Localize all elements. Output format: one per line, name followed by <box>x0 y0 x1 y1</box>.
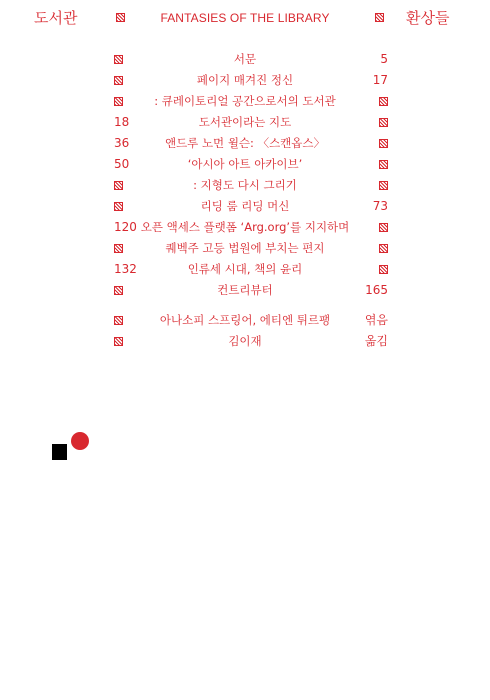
table-of-contents <box>0 49 490 352</box>
hatched-square-icon <box>114 280 123 301</box>
hatched-square-icon <box>379 160 388 169</box>
hatched-square-icon <box>114 196 123 217</box>
credit-name: 아나소피 스프링어, 에티엔 튀르팽 <box>159 313 331 327</box>
toc-row <box>0 280 490 301</box>
toc-entry-title: 퀘벡주 고등 법원에 부치는 편지 <box>165 241 325 255</box>
hatched-square-icon <box>114 244 123 253</box>
toc-row <box>0 133 490 154</box>
toc-entry-title: 도서관이라는 지도 <box>198 115 292 129</box>
page-number-right: 73 <box>372 199 388 213</box>
toc-row <box>0 112 490 133</box>
header-title-center: FANTASIES OF THE LIBRARY <box>160 11 330 25</box>
hatched-square-icon <box>379 91 388 112</box>
hatched-square-icon <box>114 331 123 352</box>
hatched-square-icon <box>379 217 388 238</box>
credit-row <box>0 310 490 331</box>
hatched-square-icon <box>375 13 384 22</box>
toc-row <box>0 175 490 196</box>
hatched-square-icon <box>379 181 388 190</box>
hatched-square-icon <box>114 55 123 64</box>
toc-row <box>0 259 490 280</box>
page-number-right: 17 <box>372 73 388 87</box>
page-number-left: 18 <box>114 115 130 129</box>
page-number-left: 120 <box>114 220 137 234</box>
hatched-square-icon <box>114 91 123 112</box>
hatched-square-icon <box>114 310 123 331</box>
hatched-square-icon <box>379 154 388 175</box>
toc-row <box>0 238 490 259</box>
toc-entry-title: ‘아시아 아트 아카이브’ <box>187 157 303 171</box>
hatched-square-icon <box>114 181 123 190</box>
hatched-square-icon <box>114 76 123 85</box>
toc-row <box>0 70 490 91</box>
toc-entry-title: : 큐레이토리얼 공간으로서의 도서관 <box>154 94 336 108</box>
hatched-square-icon <box>379 238 388 259</box>
hatched-square-icon <box>379 265 388 274</box>
hatched-square-icon <box>114 202 123 211</box>
publisher-logo-icon <box>52 432 92 462</box>
hatched-square-icon <box>114 337 123 346</box>
hatched-square-icon <box>114 49 123 70</box>
hatched-square-icon <box>379 175 388 196</box>
toc-entry-title: : 지형도 다시 그리기 <box>193 178 297 192</box>
page-number-right: 165 <box>365 283 388 297</box>
toc-entry-title: 인류세 시대, 책의 윤리 <box>187 262 303 276</box>
hatched-square-icon <box>379 112 388 133</box>
hatched-square-icon <box>114 70 123 91</box>
toc-entry-title: 페이지 매겨진 정신 <box>196 73 294 87</box>
logo-square <box>52 444 67 460</box>
hatched-square-icon <box>379 118 388 127</box>
toc-entry-title: 리딩 룸 리딩 머신 <box>200 199 290 213</box>
header-title-right: 환상들 <box>406 9 450 27</box>
toc-entry-title: 앤드루 노먼 윌슨: 〈스캔옵스〉 <box>164 136 326 150</box>
toc-row <box>0 217 490 238</box>
page-number-left: 36 <box>114 136 130 150</box>
toc-row <box>0 196 490 217</box>
hatched-square-icon <box>114 238 123 259</box>
hatched-square-icon <box>379 244 388 253</box>
hatched-square-icon <box>379 223 388 232</box>
hatched-square-icon <box>114 286 123 295</box>
toc-row <box>0 154 490 175</box>
hatched-square-icon <box>114 97 123 106</box>
logo-dot <box>71 432 89 450</box>
toc-row <box>0 49 490 70</box>
toc-entry-title: 오픈 액세스 플랫폼 ‘Arg.org’를 지지하며 <box>140 220 350 234</box>
toc-entry-title: 컨트리뷰터 <box>217 283 273 297</box>
hatched-square-icon <box>114 175 123 196</box>
credit-row <box>0 331 490 352</box>
hatched-square-icon <box>379 259 388 280</box>
toc-row <box>0 91 490 112</box>
toc-entry-title: 서문 <box>233 52 257 66</box>
hatched-square-icon <box>379 139 388 148</box>
hatched-square-icon <box>379 133 388 154</box>
hatched-square-icon <box>116 13 125 22</box>
page-number-left: 50 <box>114 157 130 171</box>
hatched-square-icon <box>379 97 388 106</box>
credit-role: 옮김 <box>364 334 388 348</box>
credit-name: 김이재 <box>228 334 262 348</box>
page-number-right: 5 <box>380 52 388 66</box>
hatched-square-icon <box>114 316 123 325</box>
page-number-left: 132 <box>114 262 137 276</box>
header-title-left: 도서관 <box>34 9 78 27</box>
page-header <box>0 8 490 28</box>
credit-role: 엮음 <box>364 313 388 327</box>
